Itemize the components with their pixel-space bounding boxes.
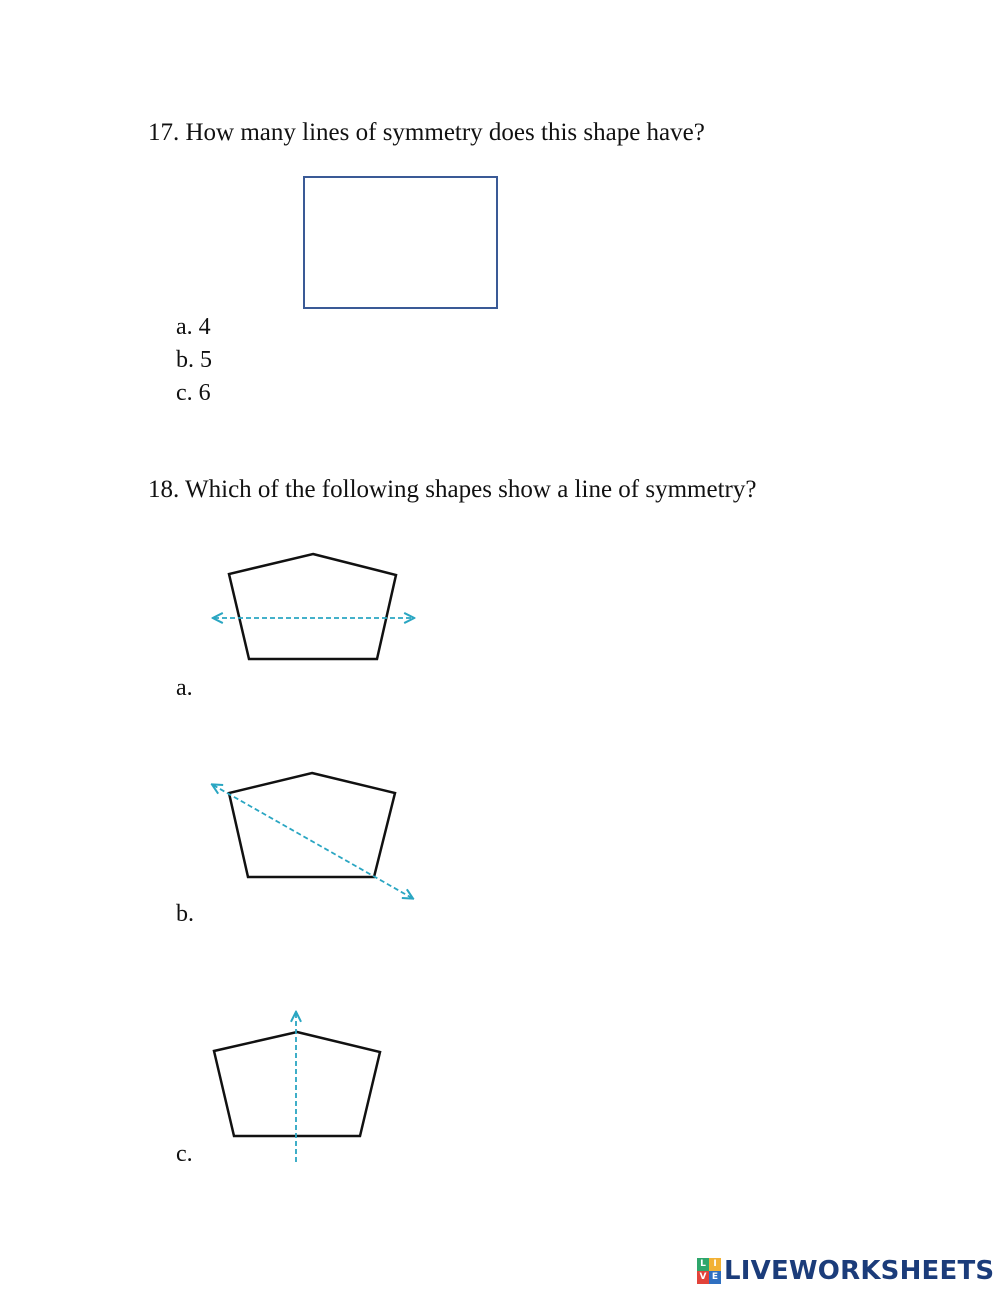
q18-option-b[interactable] — [176, 900, 194, 928]
q18-option-c[interactable] — [176, 1140, 193, 1168]
option-value: 5 — [200, 347, 212, 373]
option-value: 6 — [198, 380, 211, 406]
liveworksheets-logo — [697, 1255, 994, 1287]
option-value: 4 — [198, 314, 211, 340]
pentagon-horizontal-line-icon — [214, 554, 413, 659]
question-17-title: 17. How many lines of symmetry does this shape have? — [148, 119, 705, 146]
option-letter: a. — [176, 314, 199, 340]
question-18-title: 18. Which of the following shapes show a line of symmetry? — [148, 476, 757, 503]
option-letter: a. — [176, 675, 193, 701]
option-letter: b. — [176, 901, 194, 927]
option-letter: b. — [176, 347, 200, 373]
pentagon-vertical-line-icon — [214, 1013, 380, 1162]
pentagon-diagonal-line-icon — [213, 773, 412, 898]
option-letter: c. — [176, 1141, 193, 1167]
logo-text: LIVEWORKSHEETS — [724, 1256, 995, 1286]
option-letter: c. — [176, 380, 199, 406]
q18-option-a[interactable] — [176, 674, 193, 702]
logo-mark-icon: L I V E — [697, 1258, 721, 1284]
